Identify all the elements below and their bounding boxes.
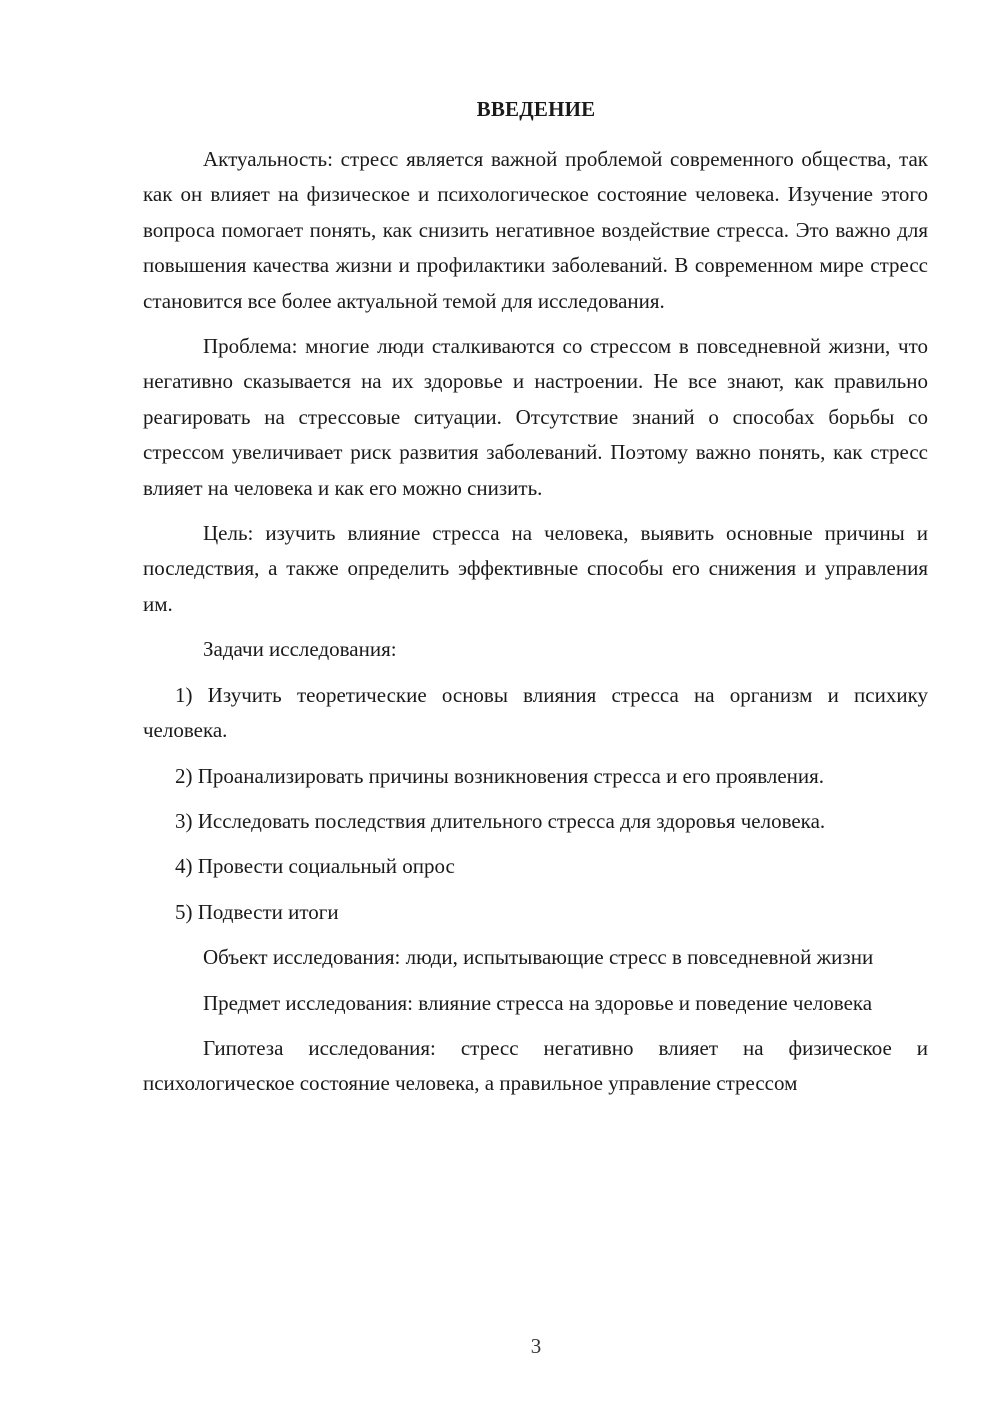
task-item: 5) Подвести итоги [175,899,339,924]
hypothesis-paragraph: Гипотеза исследования: стресс негативно влияет на физическое и психологическое состояние человека, а правильное управление стрессом [143,1035,928,1096]
subject-paragraph: Предмет исследования: влияние стресса на здоровье и поведение человека [203,990,873,1015]
task-item: 4) Провести социальный опрос [175,854,455,879]
section-title: ВВЕДЕНИЕ [476,97,596,121]
page-number: 3 [530,1334,542,1358]
goal-paragraph: Цель: изучить влияние стресса на человека, выявить основные причины и последствия, а также определить эффективные способы его снижения и управления им. [143,521,928,616]
object-paragraph: Объект исследования: люди, испытывающие стресс в повседневной жизни [203,945,874,970]
task-item: 3) Исследовать последствия длительного стресса для здоровья человека. [175,808,826,833]
body-text [143,142,928,1102]
task-item: 1) Изучить теоретические основы влияния стресса на организм и психику человека. [143,682,928,743]
problem-paragraph: Проблема: многие люди сталкиваются со стрессом в повседневной жизни, что негативно сказывается на их здоровье и настроении. Не все знают, как правильно реагировать на стрессовые ситуации. Отсутствие знаний о способах борьбы со стрессом увеличивает риск развития заболеваний. Поэтому важно понять, как стресс влияет на человека и как его можно снизить. [143,334,928,500]
task-item: 2) Проанализировать причины возникновения стресса и его проявления. [175,763,825,788]
relevance-paragraph: Актуальность: стресс является важной проблемой современного общества, так как он влияет на физическое и психологическое состояние человека. Изучение этого вопроса помогает понять, как снизить негативное воздействие стресса. Это важно для повышения качества жизни и профилактики заболеваний. В современном мире стресс становится все более актуальной темой для исследования. [143,147,928,313]
tasks-heading: Задачи исследования: [203,637,397,662]
